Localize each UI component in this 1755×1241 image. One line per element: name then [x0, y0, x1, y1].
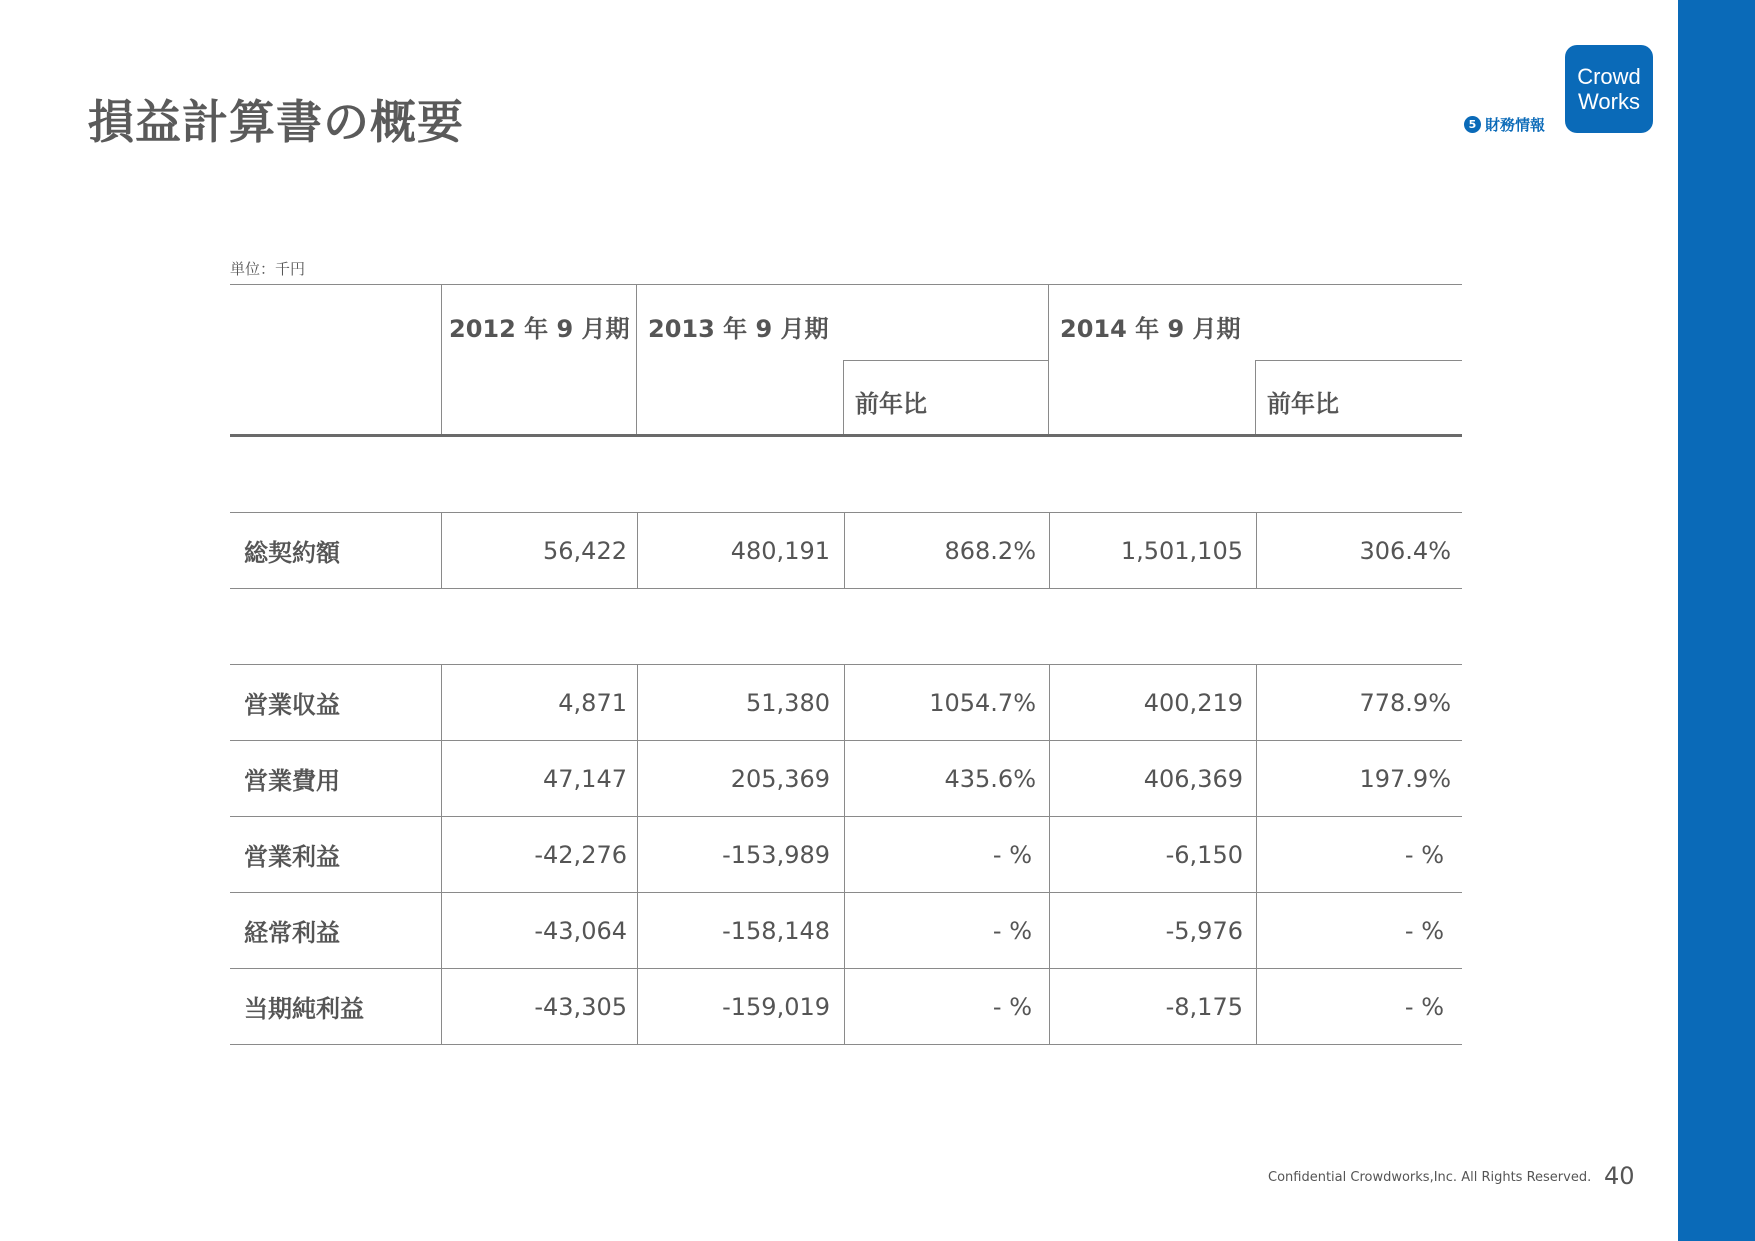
col-divider: [1048, 284, 1049, 434]
row-rule: [230, 1044, 1462, 1045]
col-divider: [1255, 360, 1256, 434]
cell-yoy-2013: 1054.7%: [929, 688, 1036, 717]
cell-yoy-2013: - %: [992, 916, 1032, 945]
cell-2013: 51,380: [746, 688, 830, 717]
cell-2014: -8,175: [1165, 992, 1243, 1021]
row-label: 総契約額: [244, 539, 340, 567]
cell-yoy-2014: - %: [1404, 992, 1444, 1021]
col-divider: [441, 512, 442, 588]
unit-label: 単位：千円: [230, 260, 306, 278]
logo-line-2: Works: [1578, 89, 1640, 114]
footer-copyright: Confidential Crowdworks,Inc. All Rights Reserved.: [1268, 1170, 1592, 1185]
table-top-rule: [230, 284, 1462, 285]
cell-2012: 4,871: [558, 688, 627, 717]
cell-2014: 1,501,105: [1120, 536, 1243, 565]
cell-2012: 56,422: [543, 536, 627, 565]
col-divider: [1049, 512, 1050, 588]
col-divider: [844, 664, 845, 1044]
cell-yoy-2013: - %: [992, 992, 1032, 1021]
cell-2012: -42,276: [534, 840, 627, 869]
section-tag: [1464, 114, 1545, 135]
col-divider: [441, 664, 442, 1044]
header-2013: 2013 年 9 月期: [648, 314, 829, 343]
col-divider: [1256, 512, 1257, 588]
cell-2014: 406,369: [1143, 764, 1243, 793]
header-bottom-rule: [230, 434, 1462, 437]
col-divider: [1256, 664, 1257, 1044]
header-2014: 2014 年 9 月期: [1060, 314, 1241, 343]
row-label: 営業費用: [244, 767, 340, 795]
col-divider: [843, 360, 844, 434]
cell-yoy-2014: - %: [1404, 840, 1444, 869]
col-divider: [636, 284, 637, 434]
cell-yoy-2014: 306.4%: [1359, 536, 1451, 565]
cell-yoy-2013: 435.6%: [944, 764, 1036, 793]
section-number-badge: 5: [1464, 116, 1481, 133]
cell-2013: 205,369: [730, 764, 830, 793]
cell-yoy-2013: 868.2%: [944, 536, 1036, 565]
col-divider: [637, 512, 638, 588]
cell-2014: -6,150: [1165, 840, 1243, 869]
row-label: 経常利益: [244, 919, 340, 947]
col-divider: [441, 284, 442, 434]
cell-yoy-2014: 197.9%: [1359, 764, 1451, 793]
cell-2013: -153,989: [722, 840, 830, 869]
row-rule: [230, 588, 1462, 589]
col-divider: [844, 512, 845, 588]
cell-yoy-2013: - %: [992, 840, 1032, 869]
cell-yoy-2014: - %: [1404, 916, 1444, 945]
cell-2013: 480,191: [730, 536, 830, 565]
brand-side-bar: [1678, 0, 1755, 1241]
row-label: 営業収益: [244, 691, 340, 719]
section-label: 財務情報: [1485, 116, 1546, 134]
header-2012: 2012 年 9 月期: [449, 314, 630, 343]
col-divider: [637, 664, 638, 1044]
crowdworks-logo: [1565, 45, 1653, 133]
col-divider: [1049, 664, 1050, 1044]
cell-2013: -159,019: [722, 992, 830, 1021]
page-title: 損益計算書の概要: [88, 95, 464, 149]
cell-2014: 400,219: [1143, 688, 1243, 717]
cell-yoy-2014: 778.9%: [1359, 688, 1451, 717]
cell-2012: -43,064: [534, 916, 627, 945]
yoy2014-header-rule: [1255, 360, 1462, 361]
cell-2012: 47,147: [543, 764, 627, 793]
cell-2014: -5,976: [1165, 916, 1243, 945]
cell-2013: -158,148: [722, 916, 830, 945]
page-number: 40: [1604, 1162, 1635, 1190]
row-label: 営業利益: [244, 843, 340, 871]
cell-2012: -43,305: [534, 992, 627, 1021]
logo-line-1: Crowd: [1577, 64, 1641, 89]
header-yoy-2014: 前年比: [1267, 389, 1339, 418]
yoy2013-header-rule: [843, 360, 1049, 361]
header-yoy-2013: 前年比: [855, 389, 927, 418]
row-label: 当期純利益: [244, 995, 364, 1023]
